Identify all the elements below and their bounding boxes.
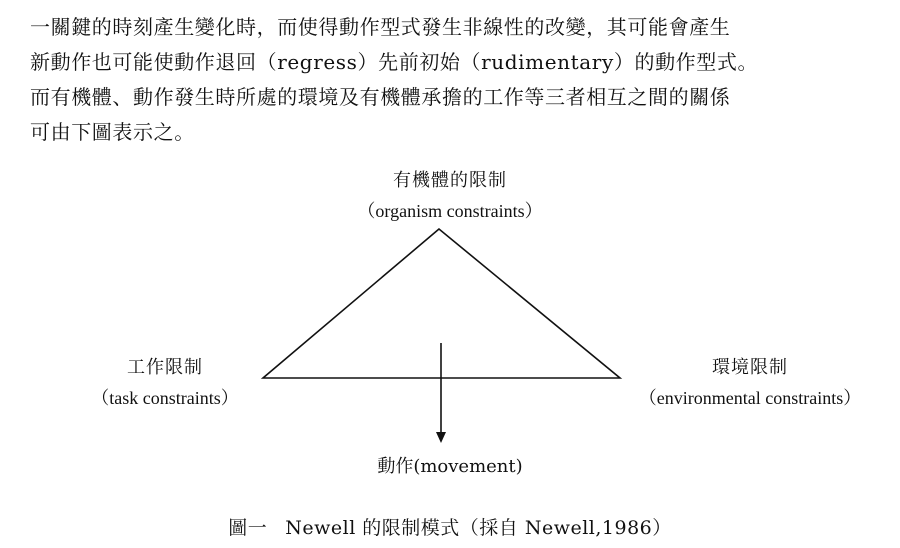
environmental-constraints-label-zh: 環境限制 — [712, 357, 788, 378]
environmental-constraints-node — [600, 353, 900, 413]
organism-constraints-label-zh: 有機體的限制 — [393, 170, 507, 191]
paragraph-line: 而有機體、動作發生時所處的環境及有機體承擔的工作等三者相互之間的關係 — [30, 85, 731, 109]
movement-node — [330, 452, 570, 482]
movement-label: 動作(movement) — [377, 456, 523, 477]
figure-caption — [0, 514, 900, 542]
paragraph-line: 新動作也可能使動作退回（regress）先前初始（rudimentary）的動作型式。 — [30, 50, 759, 74]
task-constraints-node — [40, 353, 290, 413]
paragraph-line: 一關鍵的時刻產生變化時，而使得動作型式發生非線性的改變，其可能會產生 — [30, 15, 731, 39]
figure-caption-text: Newell 的限制模式（採自 Newell,1986） — [285, 517, 672, 539]
environmental-constraints-label-en: （environmental constraints） — [638, 388, 862, 408]
figure-number: 圖一 — [228, 517, 268, 539]
organism-constraints-label-en: （organism constraints） — [357, 201, 543, 221]
paragraph-line: 可由下圖表示之。 — [30, 120, 195, 144]
task-constraints-label-en: （task constraints） — [91, 388, 239, 408]
task-constraints-label-zh: 工作限制 — [127, 357, 203, 378]
movement-arrowhead — [436, 432, 446, 443]
organism-constraints-node — [300, 166, 600, 226]
